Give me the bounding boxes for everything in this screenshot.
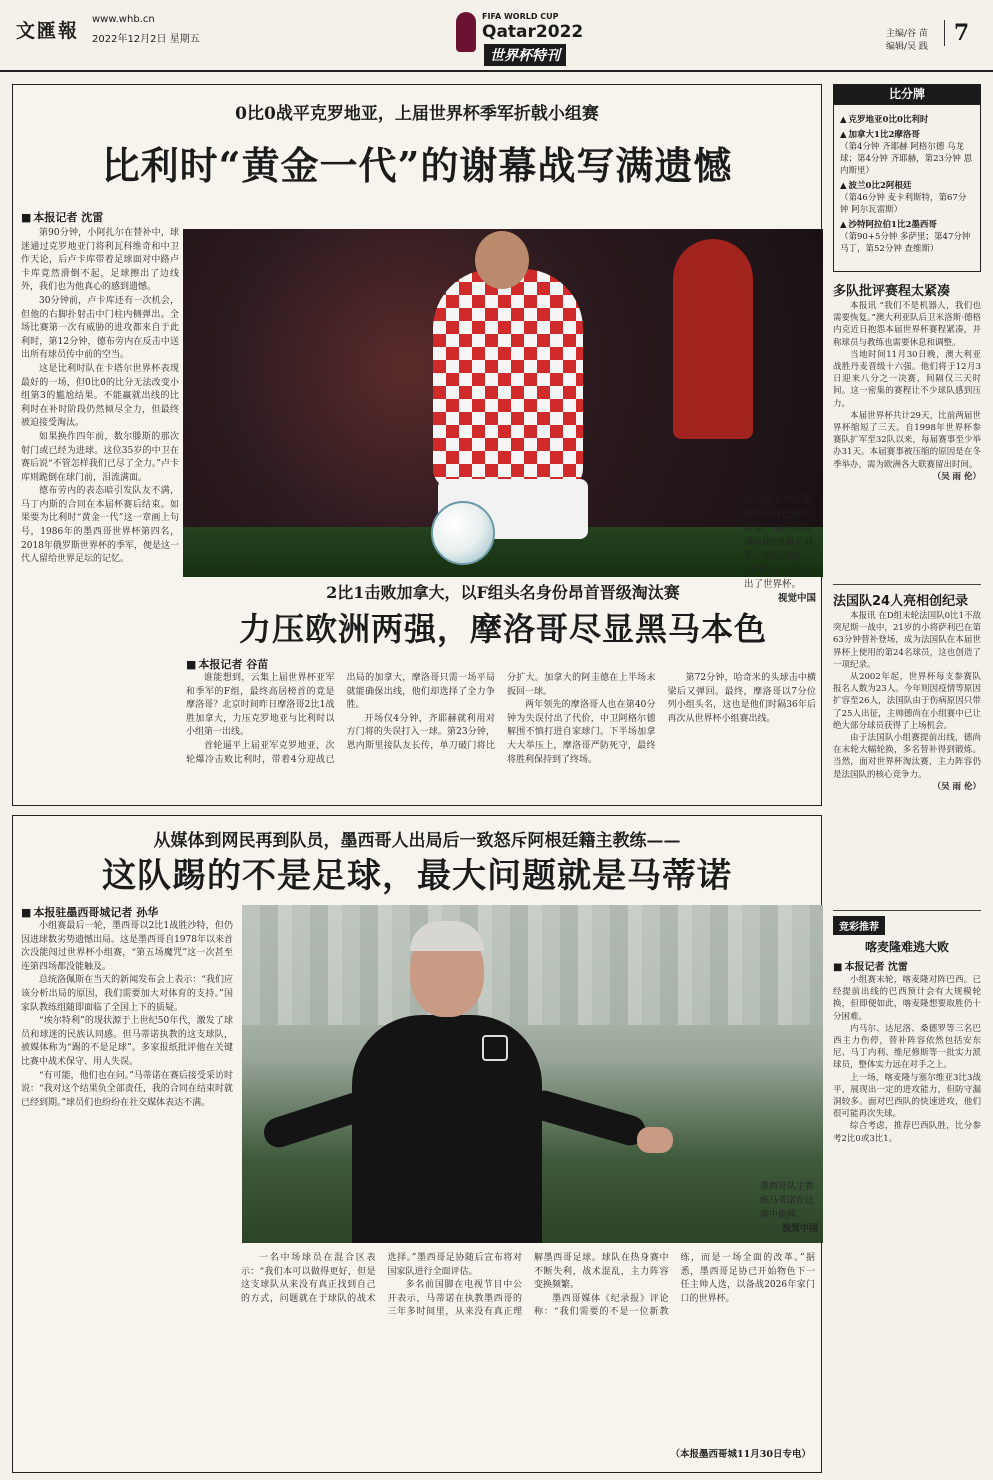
coach-body (352, 1015, 542, 1243)
story3-caption (760, 1180, 818, 1236)
story3-kicker: 从媒体到网民再到队员，墨西哥人出局后一致怒斥阿根廷籍主教练—— (153, 831, 681, 851)
score-match: ▲ 沙特阿拉伯1比2墨西哥 (840, 219, 974, 231)
story1-kicker: 0比0战平克罗地亚，上届世界杯季军折戟小组赛 (235, 104, 599, 124)
mexico-coach-photo (242, 905, 823, 1243)
story1-paragraph: 30分钟前，卢卡库还有一次机会，但他的右脚扑射击中门柱内侧弹出。全场比赛第一次有威胁的进攻都来自于此利时，第12分钟，德布劳内在反击中送出所有球员传中前的空当。 (21, 295, 179, 361)
story3-paragraph: 小组赛最后一轮，墨西哥以2比1战胜沙特，但仍因进球数劣势遗憾出局。这是墨西哥自1978年以来首次没能闯过世界杯小组赛，“第五场魔咒”这一次甚至连第四场都没能触及。 (21, 921, 233, 972)
sidebar-article1-signature: （吴 雨 伦） (932, 471, 981, 482)
divider (833, 910, 981, 911)
sidebar-article1-title: 多队批评赛程太紧凑 (833, 284, 951, 299)
scoreboard (833, 104, 981, 272)
story3-caption-text: 墨西哥队主教练马蒂诺在比赛中指挥。 (760, 1182, 815, 1220)
editors (886, 28, 928, 54)
story3-body-left (21, 920, 233, 1468)
sidebar-article2-body (833, 610, 981, 906)
divider (833, 584, 981, 585)
story3-photo-credit: 视觉中国 (781, 1224, 818, 1234)
sidebar-paragraph: 本届世界杯共计29天，比前两届世界杯缩短了三天。自1998年世界杯参赛队扩军至32队以来，每届赛事至少举办31天。本届赛事被压缩的原因是在冬季举办，需为欧洲各大联赛留出时间。 (833, 410, 981, 470)
sidebar-paragraph: 由于法国队小组赛提前出线，德尚在末轮大幅轮换，多名替补得到锻炼。当然，面对世界杯淘汰赛，主力阵容仍是法国队的核心竞争力。 (833, 733, 981, 780)
betting-tip-byline: ■ 本报记者 沈雷 (833, 958, 908, 973)
sidebar-paragraph: 当地时间11月30日晚，澳大利亚战胜丹麦晋级十六强。他们将于12月3日迎来八分之一决赛，间隔仅三天时间。这一密集的赛程让不少球队感到压力。 (833, 349, 981, 409)
world-cup-trophy-icon (456, 12, 476, 52)
story1-paragraph: 第90分钟，小阿扎尔在替补中，球迷通过克罗地亚门将利瓦科维奇和中卫作天论，后卢卡库带着足球面对中路卢卡库竟然滑倒不起，足球擦出了边线外，我们也为他真心的感到遗憾。 (21, 228, 179, 293)
story3-paragraph: 总统洛佩斯在当天的新闻发布会上表示：“我们应该分析出局的原因，我们需要加大对体育的支持。”国家队教练组随即面临了全国上下的质疑。 (21, 975, 233, 1013)
sidebar-paragraph: 本报讯 “我们不是机器人，我们也需要恢复。”澳大利亚队后卫米洛斯·德格内克近日抱怨本届世界杯赛程紧凑，并称球员与教练也需要休息和调整。 (833, 301, 981, 348)
world-cup-logo-text: Qatar2022 (482, 22, 584, 42)
story2-paragraph: 谁能想到，云集上届世界杯亚军和季军的F组，最终高居榜首的竟是摩洛哥？北京时间昨日摩洛哥2比1战胜加拿大，力压克罗地亚与比利时以小组第一出线。 (186, 673, 335, 738)
chief-editor: 主编/谷 苗 (886, 29, 928, 39)
sidebar-paragraph: 内马尔、达尼洛、桑德罗等三名巴西主力伤停，替补阵容依然包括安东尼、马丁内利、维尼修斯等一批实力派球员，整体实力远在对手之上。 (833, 1023, 981, 1071)
story1-paragraph: 如果换作四年前，数尔滕斯的那次射门或已经为进球。这位35岁的中卫在赛后说“不管怎样我们已尽了全力。”卢卡库则跪倒在球门前，泪流满面。 (21, 431, 179, 483)
story1-byline: ■ 本报记者 沈雷 (21, 209, 103, 225)
football-icon (431, 501, 495, 565)
betting-tip-body (833, 974, 981, 1470)
story2-headline: 力压欧洲两强，摩洛哥尽显黑马本色 (238, 610, 767, 648)
right-sidebar (833, 84, 981, 1474)
world-cup-label: FIFA WORLD CUP (482, 12, 559, 21)
story2-byline: ■ 本报记者 谷苗 (186, 656, 268, 672)
story3-body-bottom (241, 1252, 815, 1438)
special-edition-label: 世界杯特刊 (484, 44, 566, 66)
score-match: ▲ 克罗地亚0比0比利时 (840, 114, 974, 126)
story2-body (186, 672, 816, 800)
story1-paragraph: 这是比利时队在卡塔尔世界杯表现最好的一场，但0比0的比分无法改变小组第3的尴尬结果。不能赢就出线的比利时在补时阶段仍然倾尽全力，但最终被迫接受淘汰。 (21, 363, 179, 429)
score-detail: （第46分钟 麦卡利斯特，第67分钟 阿尔瓦雷斯） (840, 193, 967, 215)
story2-paragraph: 开场仅4分钟，齐耶赫就利用对方门将的失误打入一球。第23分钟，恩内斯里接队友长传，单刀破门将比分扩大。加拿大的阿圭德在上半场末扳回一球。 (346, 673, 656, 751)
sidebar-paragraph: 本报讯 在D组末轮法国队0比1不敌突尼斯一战中，21岁的小将萨利巴在第63分钟替补登场，成为法国队在本届世界杯上使用的第24名球员，这也创造了一项纪录。 (833, 611, 981, 670)
story1-body (21, 227, 179, 792)
story2-kicker: 2比1击败加拿大，以F组头名身份昂首晋级淘汰赛 (326, 583, 680, 602)
sidebar-paragraph: 综合考虑，推荐巴西队胜，比分参考2比0或3比1。 (833, 1121, 981, 1144)
coach-hand (637, 1127, 673, 1153)
story3-byline: ■ 本报驻墨西哥城记者 孙华 (21, 904, 158, 920)
page-number: 7 (944, 20, 978, 46)
croatia-player-photo (183, 229, 823, 577)
story3-signoff: （本报墨西哥城11月30日专电） (670, 1449, 811, 1460)
scoreboard-title: 比分牌 (833, 84, 981, 104)
story2-paragraph: 两年领先的摩洛哥人也在第40分钟为失误付出了代价，中卫阿格尔德解围不慎打进自家球门。下半场加拿大大举压上，摩洛哥严防死守，最终将胜利保持到了终场。 (507, 700, 656, 765)
sidebar-paragraph: 小组赛末轮，喀麦隆对阵巴西。已经提前出线的巴西预计会有大规模轮换，但即便如此，喀麦隆想要取胜仍十分困难。 (833, 975, 981, 1022)
story2-paragraph: 首轮逼平上届亚军克罗地亚，次轮爆冷击败比利时，带着4分迎战已出局的加拿大，摩洛哥只需一场平局就能确保出线，他们却选择了全力争胜。 (186, 673, 495, 765)
sidebar-article2-signature: （吴 雨 伦） (932, 781, 981, 792)
story2-paragraph: 第72分钟，哈奇米的头球击中横梁后又弹回。最终，摩洛哥以7分位列小组头名，这也是他们时隔36年后再次从世界杯小组赛出线。 (667, 673, 816, 724)
paper-name: 文匯報 (16, 20, 80, 42)
score-match: ▲ 波兰0比2阿根廷 (840, 180, 974, 192)
stadium-crowd (242, 905, 823, 1025)
story1-caption-text: 克罗地亚中场莫德里奇在比赛中带球，他所在的球队0比0逼平对手，将比利时的“黄金一代”送出了世界杯。 (744, 495, 814, 590)
story3-paragraph: “有可能，他们也在问。”马蒂诺在赛后接受采访时说：“我对这个结果负全部责任，我的合同在结束时就已经到期。”球员们也纷纷在社交媒体表达不满。 (21, 1070, 233, 1108)
story3-paragraph: 多名前国脚在电视节目中公开表示，马蒂诺在执教墨西哥的三年多时间里，从来没有真正理解墨西哥足球。球队在热身赛中不断失利，战术混乱，主力阵容变换频繁。 (387, 1253, 669, 1318)
story1-paragraph: 德布劳内的表态暗引发队友不满，马丁内斯的合同在本届杯赛后结束。如果要为比利时“黄金一代”这一章画上句号，1986年的墨西哥世界杯第四名，2018年俄罗斯世界杯的季军，便是这一代人留给世界足坛的记忆。 (21, 486, 179, 565)
sidebar-paragraph: 从2002年起，世界杯每支参赛队报名人数为23人。今年则因疫情等原因扩容至26人，法国队由于伤病原因只带了25人出征，主帅德尚在小组赛中已让绝大部分球员获得了上场机会。 (833, 672, 981, 731)
betting-tip-label: 竞彩推荐 (833, 916, 885, 935)
sidebar-article2-title: 法国队24人亮相创纪录 (833, 594, 969, 609)
score-detail: （第4分钟 齐耶赫 阿格尔德 乌龙球；第4分钟 齐耶赫，第23分钟 恩内斯里） (840, 142, 973, 176)
background-player (673, 239, 753, 439)
copy-editor: 编辑/吴 践 (886, 42, 928, 52)
story3-paragraph: 一名中场球员在混合区表示：“我们本可以做得更好，但是这支球队从来没有真正找到自己的方式，问题就在于球队的战术选择。”墨西哥足协随后宣布将对国家队进行全面评估。 (241, 1253, 522, 1304)
masthead (0, 0, 993, 72)
betting-tip-title: 喀麦隆难逃大败 (864, 940, 949, 954)
paper-date: 2022年12月2日 星期五 (92, 34, 200, 45)
player-head (475, 231, 529, 289)
story1-photo-credit: 视觉中国 (777, 593, 816, 604)
player-jersey (433, 269, 583, 489)
story3-paragraph: “埃尔特利”的现状源于上世纪50年代，激发了球员和球迷的民族认同感。但马蒂诺执教的这支球队，被媒体称为“踢的不是足球”。多家报纸批评他在关键比赛中战术保守、用人失误。 (21, 1016, 233, 1067)
score-match: ▲ 加拿大1比2摩洛哥 (840, 129, 974, 141)
federation-crest-icon (482, 1035, 508, 1061)
story3-headline: 这队踢的不是足球，最大问题就是马蒂诺 (102, 856, 732, 896)
coach-right-arm (525, 1087, 649, 1149)
sidebar-article1-body (833, 300, 981, 576)
score-detail: （第90+5分钟 多萨里；第47分钟 马丁，第52分钟 查维斯） (840, 232, 971, 254)
paper-url[interactable]: www.whb.cn (92, 14, 155, 25)
story3-paragraph: 墨西哥媒体《纪录报》评论称：“我们需要的不是一位新教练，而是一场全面的改革。”据悉，墨西哥足协已开始物色下一任主帅人选，以备战2026年家门口的世界杯。 (534, 1253, 815, 1318)
sidebar-paragraph: 上一场，喀麦隆与塞尔维亚3比3战平，展现出一定的进攻能力，但防守漏洞较多。面对巴西队的快速进攻，他们很可能再次失球。 (833, 1072, 981, 1120)
story1-headline: 比利时“黄金一代”的谢幕战写满遗憾 (101, 143, 733, 188)
